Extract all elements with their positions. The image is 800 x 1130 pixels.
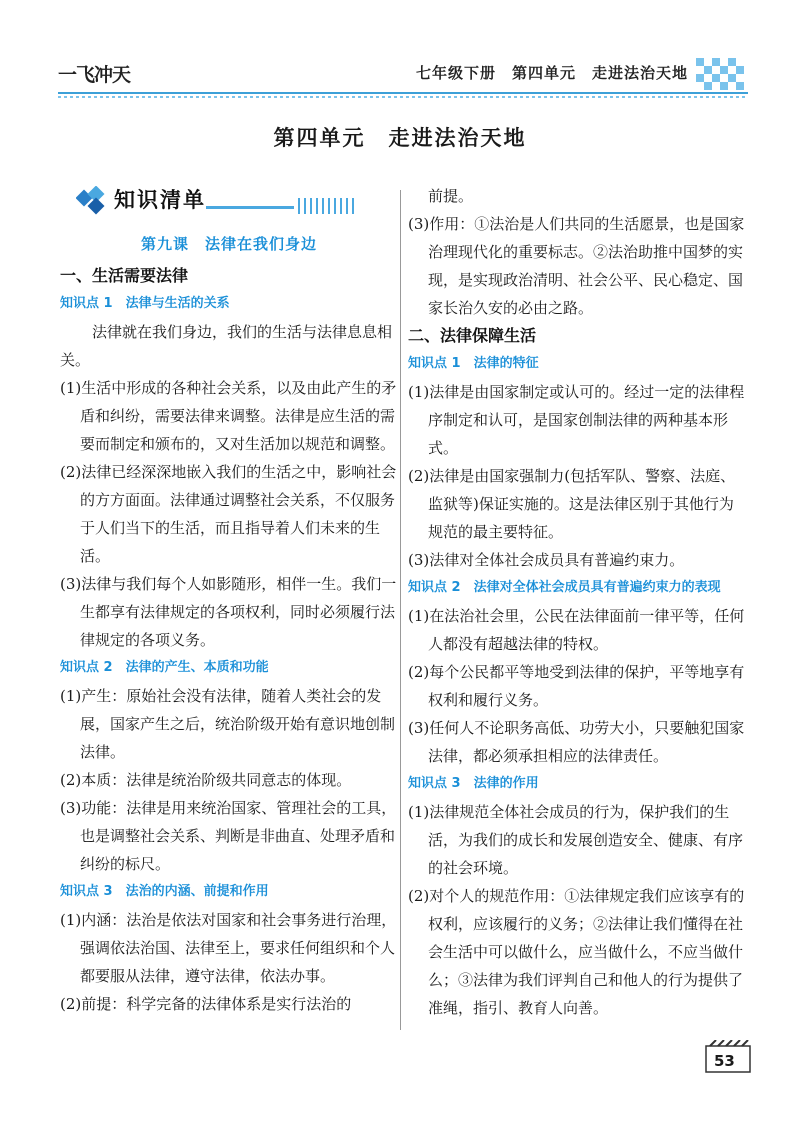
page-header: [58, 56, 748, 96]
puzzle-icon: [76, 186, 110, 216]
list-item: (3)法律与我们每个人如影随形，相伴一生。我们一生都享有法律规定的各项权利，同时必须履行法律规定的各项义务。: [60, 575, 397, 649]
knowledge-point-heading: 知识点 1 法律与生活的关系: [60, 296, 230, 311]
lesson-title: 第九课 法律在我们身边: [140, 235, 317, 253]
list-item: (1)产生：原始社会没有法律，随着人类社会的发展，国家产生之后，统治阶级开始有意识地创制法律。: [60, 687, 396, 761]
header-breadcrumb: 七年级下册 第四单元 走进法治天地: [415, 64, 688, 82]
list-item: (1)内涵：法治是依法对国家和社会事务进行治理，强调依法治国、法律至上，要求任何组织和个人都要服从法律，遵守法律，依法办事。: [60, 911, 397, 985]
list-item: (2)法律是由国家强制力(包括军队、警察、法庭、监狱等)保证实施的。这是法律区别于其他行为规范的最主要特征。: [408, 467, 736, 541]
list-item: (1)生活中形成的各种社会关系，以及由此产生的矛盾和纠纷，需要法律来调整。法律是应生活的需要而制定和颁布的，又对生活加以规范和调整。: [60, 379, 397, 453]
header-dotted-rule: [58, 96, 748, 98]
banner-bar: [206, 206, 294, 209]
column-divider: [400, 190, 401, 1030]
knowledge-point-heading: 知识点 2 法律的产生、本质和功能: [60, 660, 269, 675]
list-item: (3)作用：①法治是人们共同的生活愿景，也是国家治理现代化的重要标志。②法治助推中国梦的实现，是实现政治清明、社会公平、民心稳定、国家长治久安的必由之路。: [408, 215, 745, 317]
series-logo: 一飞冲天: [58, 64, 131, 86]
list-item: (2)本质：法律是统治阶级共同意志的体现。: [60, 771, 352, 789]
list-item: (1)在法治社会里，公民在法律面前一律平等，任何人都没有超越法律的特权。: [408, 607, 745, 653]
checker-decoration-icon: [696, 58, 748, 92]
left-column: [60, 182, 398, 1018]
right-column: [408, 182, 748, 1022]
list-item: (3)法律对全体社会成员具有普遍约束力。: [408, 551, 685, 569]
knowledge-point-heading: 知识点 2 法律对全体社会成员具有普遍约束力的表现: [408, 580, 721, 595]
page-number: 53: [714, 1052, 735, 1070]
knowledge-point-heading: 知识点 3 法律的作用: [408, 776, 539, 791]
list-item: (1)法律规范全体社会成员的行为，保护我们的生活，为我们的成长和发展创造安全、健康、有序的社会环境。: [408, 803, 744, 877]
list-item: (3)任何人不论职务高低、功劳大小，只要触犯国家法律，都必须承担相应的法律责任。: [408, 719, 745, 765]
list-item: (2)法律已经深深地嵌入我们的生活之中，影响社会的方方面面。法律通过调整社会关系，不仅服务于人们当下的生活，而且指导着人们未来的生活。: [60, 463, 397, 565]
continued-text: 前提。: [428, 187, 474, 205]
header-rule: [58, 92, 748, 94]
knowledge-point-heading: 知识点 3 法治的内涵、前提和作用: [60, 884, 269, 899]
section-heading: 二、法律保障生活: [408, 326, 537, 345]
page-number-badge: [704, 1040, 754, 1074]
list-item: (2)每个公民都平等地受到法律的保护，平等地享有权利和履行义务。: [408, 663, 745, 709]
list-item: (1)法律是由国家制定或认可的。经过一定的法律程序制定和认可，是国家创制法律的两种基本形式。: [408, 383, 745, 457]
knowledge-banner: [60, 182, 398, 226]
section-heading: 一、生活需要法律: [60, 266, 189, 285]
unit-title: 第四单元 走进法治天地: [273, 126, 527, 150]
list-item: (2)前提：科学完备的法律体系是实行法治的: [60, 995, 352, 1013]
paragraph: 法律就在我们身边，我们的生活与法律息息相关。: [60, 323, 393, 369]
list-item: (2)对个人的规范作用：①法律规定我们应该享有的权利，应该履行的义务；②法律让我们懂得在社会生活中可以做什么，应当做什么，不应当做什么；③法律为我们评判自己和他人的行为提供了准绳，指引、教育人向善。: [408, 887, 745, 1017]
knowledge-point-heading: 知识点 1 法律的特征: [408, 356, 539, 371]
banner-ticks: [298, 198, 358, 214]
list-item: (3)功能：法律是用来统治国家、管理社会的工具，也是调整社会关系、判断是非曲直、处理矛盾和纠纷的标尺。: [60, 799, 397, 873]
banner-label: 知识清单: [114, 188, 206, 212]
